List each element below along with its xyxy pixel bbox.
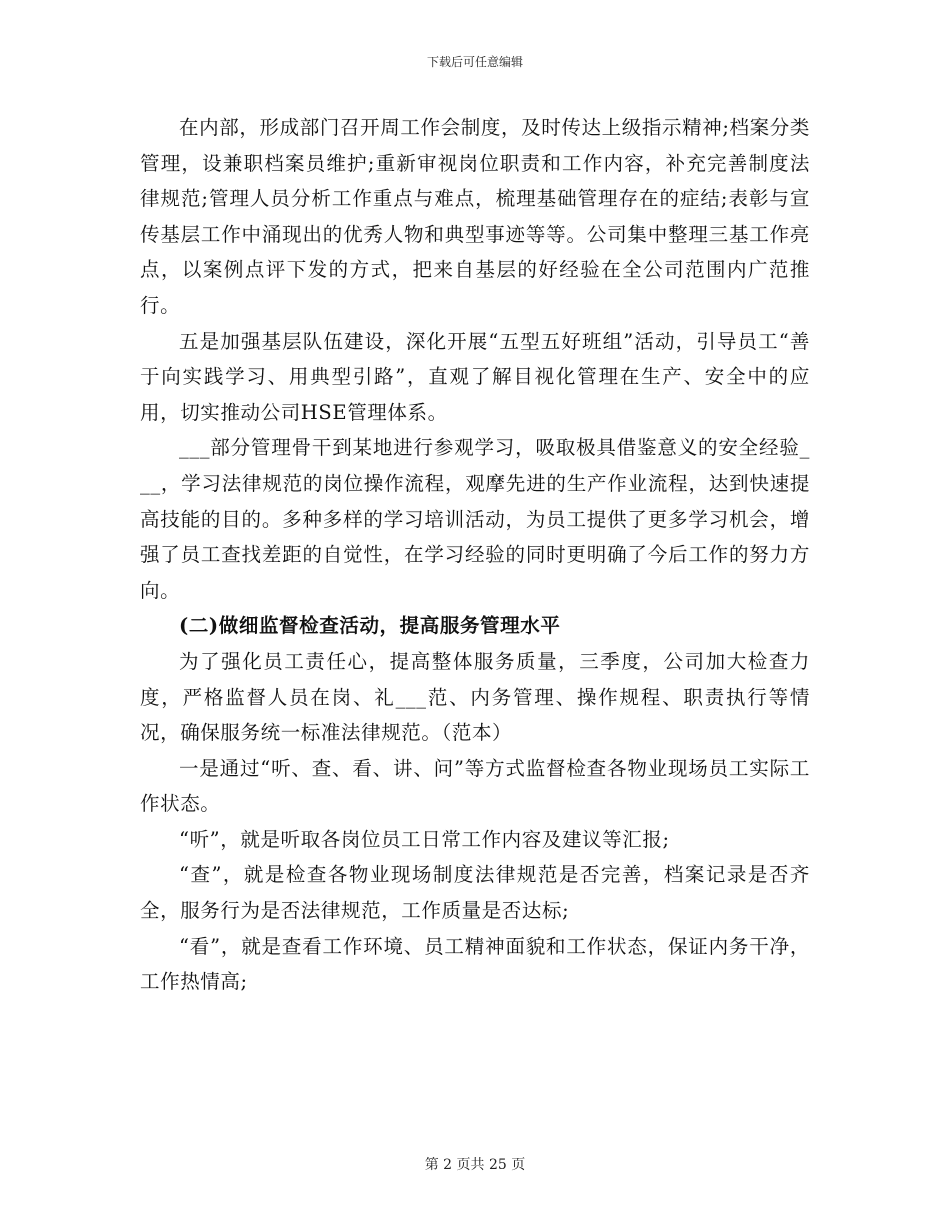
- page-header: 下载后可任意编辑: [426, 55, 523, 69]
- paragraph-inspection-methods: 一是通过“听、查、看、讲、问”等方式监督检查各物业现场员工实际工作状态。: [140, 756, 810, 816]
- paragraph-listen: “听”，就是听取各岗位员工日常工作内容及建议等汇报;: [179, 827, 670, 851]
- paragraph-team-building: 五是加强基层队伍建设，深化开展“五型五好班组”活动，引导员工“善于向实践学习、用典型引路”，直观了解目视化管理在生产、安全中的应用，切实推动公司HSE管理体系。: [140, 329, 810, 424]
- section-heading: (二)做细监督检查活动，提高服务管理水平: [179, 614, 561, 638]
- paragraph-inspection-intro: 为了强化员工责任心，提高整体服务质量，三季度，公司加大检查力度，严格监督人员在岗、礼___范、内务管理、操作规程、职责执行等情况，确保服务统一标准法律规范。（范本）: [140, 649, 810, 745]
- paragraph-study-visit: ___部分管理骨干到某地进行参观学习，吸取极具借鉴意义的安全经验___，学习法律规范的岗位操作流程，观摩先进的生产作业流程，达到快速提高技能的目的。多种多样的学习培训活动，为员工提供了更多学习机会，增强了员工查找差距的自觉性，在学习经验的同时更明确了今后工作的努力方向。: [140, 436, 810, 602]
- document-body: [140, 110, 810, 1000]
- page-footer: 第 2 页共 25 页: [424, 1157, 526, 1173]
- paragraph-look: “看”，就是查看工作环境、员工精神面貌和工作状态，保证内务干净，工作热情高;: [140, 934, 810, 994]
- paragraph-internal-management: 在内部，形成部门召开周工作会制度，及时传达上级指示精神;档案分类管理，设兼职档案员维护;重新审视岗位职责和工作内容，补充完善制度法律规范;管理人员分析工作重点与难点，梳理基础管理存在的症结;表彰与宣传基层工作中涌现出的优秀人物和典型事迹等等。公司集中整理三基工作亮点，以案例点评下发的方式，把来自基层的好经验在全公司范围内广范推行。: [140, 116, 810, 317]
- paragraph-check: “查”，就是检查各物业现场制度法律规范是否完善，档案记录是否齐全，服务行为是否法律规范，工作质量是否达标;: [140, 863, 810, 923]
